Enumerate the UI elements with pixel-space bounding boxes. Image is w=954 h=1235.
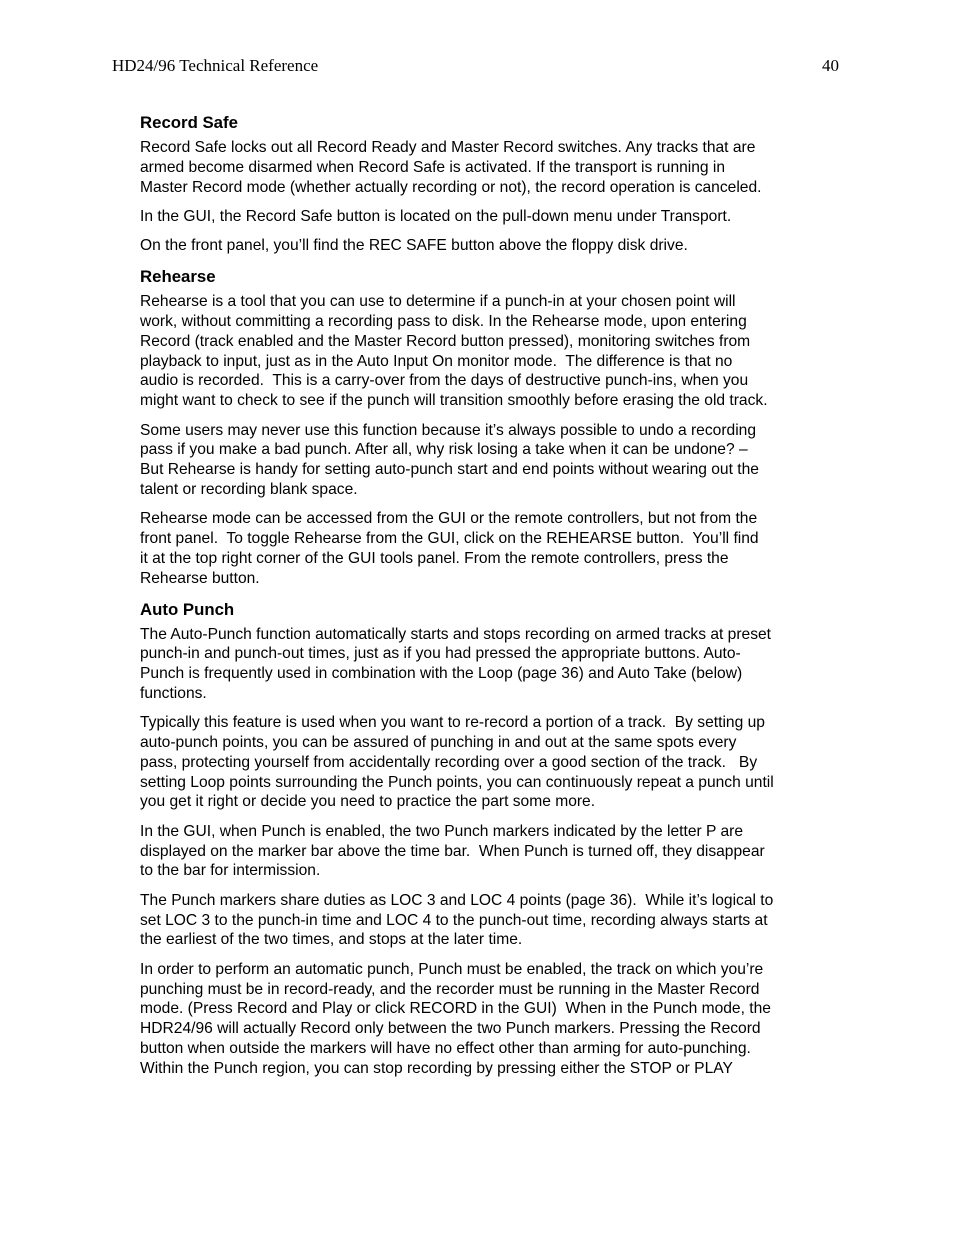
paragraph	[140, 509, 845, 588]
paragraph	[140, 625, 845, 704]
paragraph	[140, 713, 845, 812]
header-title: HD24/96 Technical Reference	[112, 56, 319, 75]
text-line: playback to input, just as in the Auto Input On monitor mode. The difference is that no	[140, 352, 733, 370]
text-line: Record (track enabled and the Master Record button pressed), monitoring switches from	[140, 332, 751, 350]
text-line: set LOC 3 to the punch-in time and LOC 4 to the punch-out time, recording always starts at	[140, 911, 768, 929]
text-line: Record Safe locks out all Record Ready and Master Record switches. Any tracks that are	[140, 139, 756, 156]
paragraph	[140, 138, 845, 197]
paragraph	[140, 822, 845, 881]
text-line: work, without committing a recording pass to disk. In the Rehearse mode, upon entering	[140, 312, 747, 330]
section-auto-punch	[140, 599, 845, 1079]
text-line: might want to check to see if the punch will transition smoothly before erasing the old track.	[140, 392, 768, 410]
text-line: to the bar for intermission.	[140, 862, 321, 880]
text-line: Master Record mode (whether actually recording or not), the record operation is canceled.	[140, 178, 762, 196]
text-line: Punch is frequently used in combination with the Loop (page 36) and Auto Take (below)	[140, 665, 743, 683]
text-line: HDR24/96 will actually Record only between the two Punch markers. Pressing the Record	[140, 1020, 761, 1038]
text-line: punch-in and punch-out times, just as if you had pressed the appropriate buttons. Auto-	[140, 645, 741, 663]
section-rehearse	[140, 266, 845, 588]
section-heading: Record Safe	[140, 113, 238, 132]
text-line: button when outside the markers will have no effect other than arming for auto-punching.	[140, 1040, 751, 1058]
text-line: you get it right or decide you need to practice the part some more.	[140, 793, 596, 811]
paragraph	[140, 891, 845, 950]
text-line: Rehearse is a tool that you can use to determine if a punch-in at your chosen point will	[140, 293, 736, 311]
text-line: talent or recording blank space.	[140, 480, 358, 498]
section-record-safe	[140, 112, 845, 256]
text-line: On the front panel, you’ll find the REC SAFE button above the floppy disk drive.	[140, 237, 688, 255]
text-line: Rehearse button.	[140, 569, 260, 587]
text-line: audio is recorded. This is a carry-over from the days of destructive punch-ins, when you	[140, 372, 749, 390]
text-line: displayed on the marker bar above the time bar. When Punch is turned off, they disappear	[140, 842, 765, 860]
paragraph	[140, 236, 845, 256]
text-line: Typically this feature is used when you want to re-record a portion of a track. By setting up	[140, 714, 765, 732]
text-line: mode. (Press Record and Play or click RECORD in the GUI) When in the Punch mode, the	[140, 1000, 771, 1018]
text-line: the earliest of the two times, and stops at the later time.	[140, 931, 523, 949]
text-line: The Punch markers share duties as LOC 3 and LOC 4 points (page 36). While it’s logical to	[140, 891, 774, 909]
page-header	[112, 56, 839, 80]
text-line: armed become disarmed when Record Safe is activated. If the transport is running in	[140, 158, 726, 176]
section-heading: Rehearse	[140, 267, 216, 287]
text-line: setting Loop points surrounding the Punch points, you can continuously repeat a punch until	[140, 773, 774, 791]
page-number: 40	[822, 56, 839, 75]
section-heading: Auto Punch	[140, 599, 235, 619]
text-line: front panel. To toggle Rehearse from the GUI, click on the REHEARSE button. You’ll find	[140, 530, 759, 548]
text-line: But Rehearse is handy for setting auto-punch start and end points without wearing out the	[140, 461, 759, 479]
paragraph	[140, 292, 845, 411]
paragraph	[140, 960, 845, 1079]
text-line: it at the top right corner of the GUI tools panel. From the remote controllers, press the	[140, 549, 729, 567]
text-line: pass, protecting yourself from accidentally recording over a good section of the track. By	[140, 753, 758, 771]
text-line: The Auto-Punch function automatically starts and stops recording on armed tracks at preset	[140, 625, 772, 643]
text-line: Rehearse mode can be accessed from the GUI or the remote controllers, but not from the	[140, 510, 758, 528]
paragraph	[140, 207, 845, 227]
text-line: In the GUI, the Record Safe button is located on the pull-down menu under Transport.	[140, 207, 732, 225]
paragraph	[140, 421, 845, 500]
text-line: auto-punch points, you can be assured of punching in and out at the same spots every	[140, 734, 737, 752]
text-line: In order to perform an automatic punch, Punch must be enabled, the track on which you’re	[140, 960, 764, 978]
text-line: pass if you make a bad punch. After all, why risk losing a take when it can be undone? –	[140, 441, 748, 459]
page-body	[140, 112, 845, 1079]
text-line: Within the Punch region, you can stop recording by pressing either the STOP or PLAY	[140, 1059, 733, 1077]
text-line: punching must be in record-ready, and the recorder must be running in the Master Record	[140, 980, 760, 998]
text-line: functions.	[140, 684, 207, 702]
text-line: Some users may never use this function because it’s always possible to undo a recording	[140, 421, 756, 439]
text-line: In the GUI, when Punch is enabled, the two Punch markers indicated by the letter P are	[140, 822, 744, 840]
